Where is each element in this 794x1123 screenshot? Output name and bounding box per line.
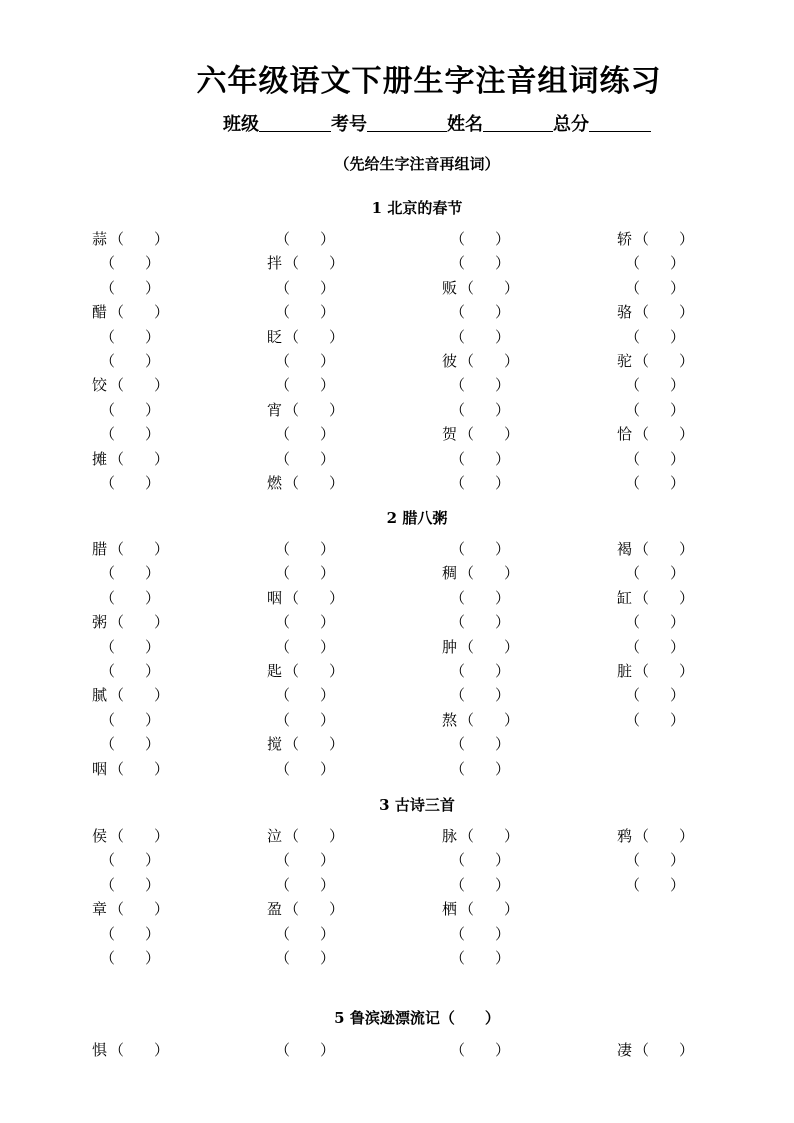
pinyin-entry xyxy=(92,1038,169,1062)
pinyin-entry xyxy=(625,708,685,732)
answer-bracket[interactable]: （ ） xyxy=(100,710,161,729)
pinyin-entry xyxy=(100,732,160,756)
section-title: 5 鲁滨逊漂流记（ ） xyxy=(334,1009,500,1027)
answer-bracket[interactable]: （ ） xyxy=(625,376,686,395)
pinyin-entry xyxy=(617,349,694,373)
answer-bracket[interactable]: （ ） xyxy=(634,588,695,607)
hanzi-character: 腻 xyxy=(92,686,108,705)
pinyin-entry xyxy=(617,824,694,848)
pinyin-entry xyxy=(92,537,169,561)
answer-bracket[interactable]: （ ） xyxy=(284,400,345,419)
pinyin-entry xyxy=(275,300,335,324)
pinyin-entry xyxy=(625,373,685,397)
pinyin-entry xyxy=(450,732,510,756)
answer-bracket[interactable]: （ ） xyxy=(459,425,520,444)
pinyin-entry xyxy=(267,824,344,848)
pinyin-entry xyxy=(442,561,519,585)
answer-bracket[interactable]: （ ） xyxy=(284,254,345,273)
answer-bracket[interactable]: （ ） xyxy=(100,425,161,444)
answer-bracket[interactable]: （ ） xyxy=(459,564,520,583)
hanzi-character: 章 xyxy=(92,900,108,919)
pinyin-entry xyxy=(617,586,694,610)
page-title: 六年级语文下册生字注音组词练习 xyxy=(196,64,662,99)
answer-bracket[interactable]: （ ） xyxy=(634,827,695,845)
pinyin-entry xyxy=(275,276,335,300)
answer-bracket[interactable]: （ ） xyxy=(109,759,170,778)
number-blank[interactable] xyxy=(367,113,447,132)
answer-bracket[interactable]: （ ） xyxy=(625,613,686,632)
pinyin-entry xyxy=(275,561,335,585)
answer-bracket[interactable]: （ ） xyxy=(275,425,336,444)
answer-bracket[interactable]: （ ） xyxy=(284,327,345,346)
hanzi-character: 稠 xyxy=(442,564,458,583)
hanzi-character: 栖 xyxy=(442,900,458,919)
pinyin-entry xyxy=(267,586,344,610)
answer-bracket[interactable]: （ ） xyxy=(275,759,336,778)
answer-bracket[interactable]: （ ） xyxy=(100,924,161,943)
pinyin-entry xyxy=(92,227,169,251)
pinyin-entry xyxy=(100,586,160,610)
hanzi-character: 脏 xyxy=(617,662,633,680)
answer-bracket[interactable]: （ ） xyxy=(450,613,511,632)
answer-bracket[interactable]: （ ） xyxy=(450,851,511,870)
pinyin-entry xyxy=(442,824,519,848)
pinyin-entry xyxy=(450,1038,510,1062)
number-label: 考号 xyxy=(331,114,367,135)
answer-bracket[interactable]: （ ） xyxy=(459,278,520,297)
answer-bracket[interactable]: （ ） xyxy=(625,851,686,870)
pinyin-entry xyxy=(625,848,685,872)
hanzi-character: 惧 xyxy=(92,1041,108,1059)
pinyin-entry xyxy=(100,659,160,683)
answer-bracket[interactable]: （ ） xyxy=(100,588,161,607)
pinyin-entry xyxy=(100,349,160,373)
answer-bracket[interactable]: （ ） xyxy=(109,613,170,632)
hanzi-character: 鸦 xyxy=(617,827,633,845)
answer-bracket[interactable]: （ ） xyxy=(450,759,511,778)
hanzi-character: 恰 xyxy=(617,425,633,444)
pinyin-entry xyxy=(100,848,160,872)
answer-bracket[interactable]: （ ） xyxy=(625,449,686,468)
pinyin-entry xyxy=(100,946,160,970)
answer-bracket[interactable]: （ ） xyxy=(450,327,511,346)
answer-bracket[interactable]: （ ） xyxy=(109,303,170,322)
answer-bracket[interactable]: （ ） xyxy=(100,278,161,297)
hanzi-character: 泣 xyxy=(267,827,283,845)
answer-bracket[interactable]: （ ） xyxy=(284,662,345,680)
answer-bracket[interactable]: （ ） xyxy=(284,588,345,607)
pinyin-entry xyxy=(100,398,160,422)
pinyin-entry xyxy=(625,276,685,300)
answer-bracket[interactable]: （ ） xyxy=(275,686,336,705)
pinyin-entry xyxy=(442,897,519,921)
pinyin-entry xyxy=(275,946,335,970)
answer-bracket[interactable]: （ ） xyxy=(275,949,336,967)
hanzi-character: 粥 xyxy=(92,613,108,632)
answer-bracket[interactable]: （ ） xyxy=(625,875,686,894)
class-blank[interactable] xyxy=(259,113,331,132)
hanzi-character: 贺 xyxy=(442,425,458,444)
pinyin-entry xyxy=(275,349,335,373)
pinyin-entry xyxy=(100,471,160,495)
pinyin-entry xyxy=(450,946,510,970)
pinyin-entry xyxy=(450,227,510,251)
answer-bracket[interactable]: （ ） xyxy=(100,851,161,870)
answer-bracket[interactable]: （ ） xyxy=(275,613,336,632)
hanzi-character: 醋 xyxy=(92,303,108,322)
answer-bracket[interactable]: （ ） xyxy=(275,230,336,248)
answer-bracket[interactable]: （ ） xyxy=(450,303,511,322)
answer-bracket[interactable]: （ ） xyxy=(634,352,695,370)
answer-bracket[interactable]: （ ） xyxy=(275,278,336,297)
pinyin-entry xyxy=(442,422,519,446)
pinyin-entry xyxy=(450,683,510,707)
answer-bracket[interactable]: （ ） xyxy=(450,686,511,705)
pinyin-entry xyxy=(625,398,685,422)
answer-bracket[interactable]: （ ） xyxy=(100,474,161,492)
answer-bracket[interactable]: （ ） xyxy=(459,710,520,729)
hanzi-character: 宵 xyxy=(267,400,283,419)
instruction-text: （先给生字注音再组词） xyxy=(334,155,500,173)
pinyin-entry xyxy=(442,349,519,373)
pinyin-entry xyxy=(625,873,685,897)
answer-bracket[interactable]: （ ） xyxy=(275,637,336,656)
answer-bracket[interactable]: （ ） xyxy=(625,474,686,492)
pinyin-entry xyxy=(625,610,685,634)
pinyin-entry xyxy=(92,897,169,921)
answer-bracket[interactable]: （ ） xyxy=(450,588,511,607)
pinyin-entry xyxy=(442,276,519,300)
answer-bracket[interactable]: （ ） xyxy=(100,662,161,680)
pinyin-entry xyxy=(450,848,510,872)
pinyin-entry xyxy=(617,300,694,324)
pinyin-entry xyxy=(617,422,694,446)
answer-bracket[interactable]: （ ） xyxy=(450,400,511,419)
name-label: 姓名 xyxy=(447,114,483,135)
pinyin-entry xyxy=(625,561,685,585)
answer-bracket[interactable]: （ ） xyxy=(634,540,695,558)
answer-bracket[interactable]: （ ） xyxy=(109,449,170,468)
hanzi-character: 贩 xyxy=(442,278,458,297)
answer-bracket[interactable]: （ ） xyxy=(450,449,511,468)
pinyin-entry xyxy=(450,922,510,946)
pinyin-entry xyxy=(625,251,685,275)
pinyin-entry xyxy=(100,873,160,897)
answer-bracket[interactable]: （ ） xyxy=(450,1041,511,1059)
pinyin-entry xyxy=(275,922,335,946)
hanzi-character: 饺 xyxy=(92,376,108,395)
answer-bracket[interactable]: （ ） xyxy=(450,949,511,967)
answer-bracket[interactable]: （ ） xyxy=(459,900,520,919)
pinyin-entry xyxy=(450,471,510,495)
answer-bracket[interactable]: （ ） xyxy=(275,540,336,558)
answer-bracket[interactable]: （ ） xyxy=(634,303,695,322)
answer-bracket[interactable]: （ ） xyxy=(275,449,336,468)
answer-bracket[interactable]: （ ） xyxy=(100,352,161,370)
hanzi-character: 骆 xyxy=(617,303,633,322)
section-title: 1 北京的春节 xyxy=(371,199,463,217)
pinyin-entry xyxy=(267,732,344,756)
answer-bracket[interactable]: （ ） xyxy=(459,827,520,845)
answer-bracket[interactable]: （ ） xyxy=(100,400,161,419)
pinyin-entry xyxy=(442,708,519,732)
answer-bracket[interactable]: （ ） xyxy=(450,875,511,894)
hanzi-character: 盈 xyxy=(267,900,283,919)
answer-bracket[interactable]: （ ） xyxy=(109,230,170,248)
hanzi-character: 摊 xyxy=(92,449,108,468)
hanzi-character: 脉 xyxy=(442,827,458,845)
answer-bracket[interactable]: （ ） xyxy=(100,875,161,894)
pinyin-entry xyxy=(275,635,335,659)
pinyin-entry xyxy=(267,325,344,349)
answer-bracket[interactable]: （ ） xyxy=(100,564,161,583)
pinyin-entry xyxy=(450,300,510,324)
answer-bracket[interactable]: （ ） xyxy=(625,400,686,419)
answer-bracket[interactable]: （ ） xyxy=(100,735,161,754)
hanzi-character: 熬 xyxy=(442,710,458,729)
answer-bracket[interactable]: （ ） xyxy=(625,686,686,705)
pinyin-entry xyxy=(450,251,510,275)
hanzi-character: 褐 xyxy=(617,540,633,558)
answer-bracket[interactable]: （ ） xyxy=(275,564,336,583)
hanzi-character: 拌 xyxy=(267,254,283,273)
pinyin-entry xyxy=(100,276,160,300)
pinyin-entry xyxy=(100,325,160,349)
answer-bracket[interactable]: （ ） xyxy=(459,352,520,370)
pinyin-entry xyxy=(450,398,510,422)
pinyin-entry xyxy=(625,635,685,659)
pinyin-entry xyxy=(625,471,685,495)
pinyin-entry xyxy=(450,537,510,561)
hanzi-character: 缸 xyxy=(617,588,633,607)
hanzi-character: 彼 xyxy=(442,352,458,370)
pinyin-entry xyxy=(625,447,685,471)
pinyin-entry xyxy=(625,683,685,707)
hanzi-character: 燃 xyxy=(267,474,283,492)
pinyin-entry xyxy=(92,447,169,471)
pinyin-entry xyxy=(100,422,160,446)
pinyin-entry xyxy=(450,610,510,634)
name-blank[interactable] xyxy=(483,113,553,132)
answer-bracket[interactable]: （ ） xyxy=(450,254,511,273)
pinyin-entry xyxy=(450,325,510,349)
pinyin-entry xyxy=(450,659,510,683)
answer-bracket[interactable]: （ ） xyxy=(284,900,345,919)
pinyin-entry xyxy=(617,659,694,683)
pinyin-entry xyxy=(617,227,694,251)
pinyin-entry xyxy=(450,873,510,897)
answer-bracket[interactable]: （ ） xyxy=(275,851,336,870)
hanzi-character: 驼 xyxy=(617,352,633,370)
answer-bracket[interactable]: （ ） xyxy=(625,564,686,583)
pinyin-entry xyxy=(617,1038,694,1062)
answer-bracket[interactable]: （ ） xyxy=(450,230,511,248)
answer-bracket[interactable]: （ ） xyxy=(100,254,161,273)
answer-bracket[interactable]: （ ） xyxy=(450,474,511,492)
pinyin-entry xyxy=(92,610,169,634)
answer-bracket[interactable]: （ ） xyxy=(634,662,695,680)
pinyin-entry xyxy=(617,537,694,561)
pinyin-entry xyxy=(450,447,510,471)
pinyin-entry xyxy=(92,373,169,397)
answer-bracket[interactable]: （ ） xyxy=(284,474,345,492)
hanzi-character: 匙 xyxy=(267,662,283,680)
hanzi-character: 腊 xyxy=(92,540,108,558)
section-title: 2 腊八粥 xyxy=(386,509,448,527)
score-blank[interactable] xyxy=(589,113,651,132)
answer-bracket[interactable]: （ ） xyxy=(100,949,161,967)
answer-bracket[interactable]: （ ） xyxy=(450,376,511,395)
pinyin-entry xyxy=(275,1038,335,1062)
pinyin-entry xyxy=(450,757,510,781)
hanzi-character: 搅 xyxy=(267,735,283,754)
answer-bracket[interactable]: （ ） xyxy=(450,735,511,754)
hanzi-character: 轿 xyxy=(617,230,633,248)
pinyin-entry xyxy=(267,398,344,422)
answer-bracket[interactable]: （ ） xyxy=(625,710,686,729)
pinyin-entry xyxy=(275,447,335,471)
class-label: 班级 xyxy=(223,114,259,135)
answer-bracket[interactable]: （ ） xyxy=(275,303,336,322)
pinyin-entry xyxy=(267,471,344,495)
section-title: 3 古诗三首 xyxy=(379,796,455,814)
hanzi-character: 咽 xyxy=(267,588,283,607)
score-label: 总分 xyxy=(553,114,589,135)
student-info-line xyxy=(0,112,794,138)
answer-bracket[interactable]: （ ） xyxy=(450,540,511,558)
pinyin-entry xyxy=(275,537,335,561)
pinyin-entry xyxy=(100,922,160,946)
hanzi-character: 咽 xyxy=(92,759,108,778)
answer-bracket[interactable]: （ ） xyxy=(634,230,695,248)
pinyin-entry xyxy=(92,683,169,707)
answer-bracket[interactable]: （ ） xyxy=(450,662,511,680)
answer-bracket[interactable]: （ ） xyxy=(625,254,686,273)
hanzi-character: 肿 xyxy=(442,637,458,656)
answer-bracket[interactable]: （ ） xyxy=(634,1041,695,1059)
answer-bracket[interactable]: （ ） xyxy=(275,710,336,729)
answer-bracket[interactable]: （ ） xyxy=(109,540,170,558)
answer-bracket[interactable]: （ ） xyxy=(100,327,161,346)
answer-bracket[interactable]: （ ） xyxy=(109,900,170,919)
pinyin-entry xyxy=(275,683,335,707)
answer-bracket[interactable]: （ ） xyxy=(634,425,695,444)
answer-bracket[interactable]: （ ） xyxy=(275,376,336,395)
pinyin-entry xyxy=(92,757,169,781)
pinyin-entry xyxy=(275,422,335,446)
answer-bracket[interactable]: （ ） xyxy=(459,637,520,656)
answer-bracket[interactable]: （ ） xyxy=(275,1041,336,1059)
pinyin-entry xyxy=(100,708,160,732)
answer-bracket[interactable]: （ ） xyxy=(109,1041,170,1059)
answer-bracket[interactable]: （ ） xyxy=(625,637,686,656)
answer-bracket[interactable]: （ ） xyxy=(100,637,161,656)
hanzi-character: 眨 xyxy=(267,327,283,346)
answer-bracket[interactable]: （ ） xyxy=(284,827,345,845)
pinyin-entry xyxy=(275,227,335,251)
pinyin-entry xyxy=(267,251,344,275)
pinyin-entry xyxy=(275,708,335,732)
answer-bracket[interactable]: （ ） xyxy=(109,827,170,845)
pinyin-entry xyxy=(450,586,510,610)
answer-bracket[interactable]: （ ） xyxy=(625,278,686,297)
answer-bracket[interactable]: （ ） xyxy=(109,686,170,705)
answer-bracket[interactable]: （ ） xyxy=(109,376,170,395)
pinyin-entry xyxy=(100,635,160,659)
pinyin-entry xyxy=(275,873,335,897)
pinyin-entry xyxy=(92,824,169,848)
pinyin-entry xyxy=(100,251,160,275)
answer-bracket[interactable]: （ ） xyxy=(275,875,336,894)
answer-bracket[interactable]: （ ） xyxy=(284,735,345,754)
pinyin-entry xyxy=(275,610,335,634)
pinyin-entry xyxy=(267,897,344,921)
answer-bracket[interactable]: （ ） xyxy=(625,327,686,346)
pinyin-entry xyxy=(625,325,685,349)
answer-bracket[interactable]: （ ） xyxy=(275,924,336,943)
answer-bracket[interactable]: （ ） xyxy=(450,924,511,943)
answer-bracket[interactable]: （ ） xyxy=(275,352,336,370)
hanzi-character: 侯 xyxy=(92,827,108,845)
pinyin-entry xyxy=(450,373,510,397)
hanzi-character: 凄 xyxy=(617,1041,633,1059)
pinyin-entry xyxy=(442,635,519,659)
pinyin-entry xyxy=(275,373,335,397)
pinyin-entry xyxy=(275,757,335,781)
pinyin-entry xyxy=(275,848,335,872)
hanzi-character: 蒜 xyxy=(92,230,108,248)
pinyin-entry xyxy=(92,300,169,324)
pinyin-entry xyxy=(100,561,160,585)
pinyin-entry xyxy=(267,659,344,683)
